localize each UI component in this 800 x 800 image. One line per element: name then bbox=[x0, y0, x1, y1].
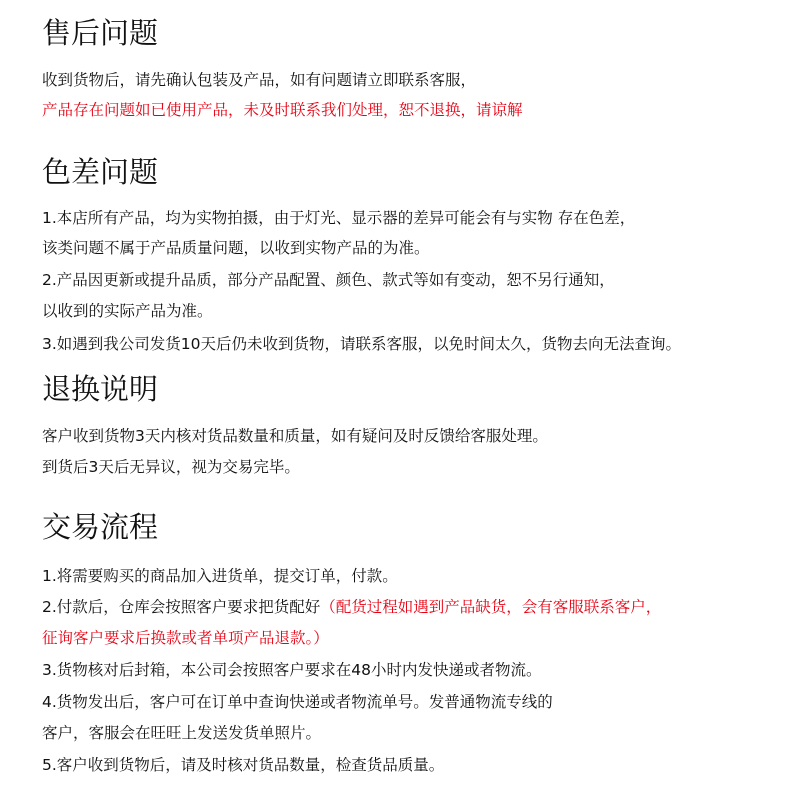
color-diff-line-1: 1.本店所有产品，均为实物拍摄，由于灯光、显示器的差异可能会有与实物 存在色差， bbox=[42, 209, 636, 227]
after-sales-warning: 产品存在问题如已使用产品，未及时联系我们处理，恕不退换，请谅解 bbox=[42, 101, 523, 119]
section-title-color-difference: 色差问题 bbox=[42, 155, 159, 189]
section-title-returns: 退换说明 bbox=[42, 372, 159, 406]
color-diff-line-3: 2.产品因更新或提升品质，部分产品配置、颜色、款式等如有变动，恕不另行通知， bbox=[42, 271, 615, 289]
returns-line-1: 客户收到货物3天内核对货品数量和质量，如有疑问及时反馈给客服处理。 bbox=[42, 427, 548, 445]
color-diff-line-4: 以收到的实际产品为准。 bbox=[42, 302, 213, 320]
process-step-2-text: 2.付款后，仓库会按照客户要求把货配好 bbox=[42, 598, 321, 616]
process-step-4: 4.货物发出后，客户可在订单中查询快递或者物流单号。发普通物流专线的 bbox=[42, 693, 553, 711]
color-diff-line-2: 该类问题不属于产品质量问题，以收到实物产品的为准。 bbox=[42, 239, 430, 257]
color-diff-line-5: 3.如遇到我公司发货10天后仍未收到货物，请联系客服，以免时间太久，货物去向无法查询。 bbox=[42, 335, 682, 353]
process-step-2-note-cont: 征询客户要求后换款或者单项产品退款。） bbox=[42, 629, 329, 647]
after-sales-line-1: 收到货物后，请先确认包装及产品，如有问题请立即联系客服， bbox=[42, 71, 477, 89]
section-title-after-sales: 售后问题 bbox=[42, 16, 159, 50]
section-title-transaction-process: 交易流程 bbox=[42, 510, 159, 544]
process-step-2-note: （配货过程如遇到产品缺货，会有客服联系客户， bbox=[320, 598, 662, 616]
process-step-1: 1.将需要购买的商品加入进货单，提交订单，付款。 bbox=[42, 567, 398, 585]
process-step-5: 5.客户收到货物后，请及时核对货品数量，检查货品质量。 bbox=[42, 756, 445, 774]
process-step-2 bbox=[42, 597, 661, 617]
process-step-4-cont: 客户，客服会在旺旺上发送发货单照片。 bbox=[42, 724, 322, 742]
process-step-3: 3.货物核对后封箱，本公司会按照客户要求在48小时内发快递或者物流。 bbox=[42, 661, 542, 679]
returns-line-2: 到货后3天后无异议，视为交易完毕。 bbox=[42, 458, 300, 476]
